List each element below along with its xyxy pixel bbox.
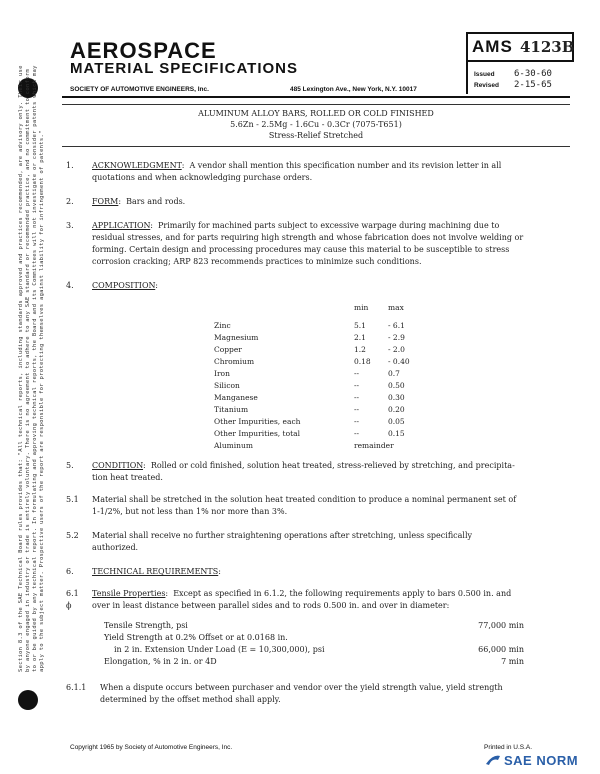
header-rule [62, 96, 570, 98]
change-marker: ϕ [66, 601, 72, 610]
section-heading: Tensile Properties [92, 589, 166, 598]
element-name: Titanium [214, 405, 249, 414]
section-text-2: over in least distance between parallel sides and to rods 0.500 in. and over in diameter: [92, 601, 450, 610]
element-max: 0.50 [388, 381, 405, 390]
section-number: 6.1.1 [66, 683, 87, 692]
section-4: 4. COMPOSITION: [66, 281, 158, 290]
element-min: 2.1 [354, 333, 366, 342]
title-block-rule-bottom [62, 146, 570, 147]
issued-date: 6-30-60 [514, 69, 552, 79]
element-name: Silicon [214, 381, 240, 390]
element-min: 1.2 [354, 345, 366, 354]
tensile-row [104, 620, 524, 632]
section-text: Material shall be stretched in the solution heat treated condition to produce a nominal permanent set of [92, 495, 517, 504]
composition-row [214, 320, 448, 332]
element-max: 0.20 [388, 405, 405, 414]
composition-row [214, 356, 448, 368]
side-note-1: Section 8.3 of the SAE Technical Board rules provides that: "All technical reports, including standards approved and practices recommended, are advisory only. Their use [18, 65, 24, 672]
element-min: -- [354, 381, 360, 390]
tensile-label: in 2 in. Extension Under Load (E = 10,300,000), psi [114, 645, 325, 654]
element-min: 5.1 [354, 321, 366, 330]
tensile-value: 7 min [501, 657, 524, 666]
ams-label: AMS [472, 37, 513, 56]
element-max: 0.30 [388, 393, 405, 402]
section-text-2: 1-1/2%, but not less than 1% nor more than 3%. [92, 507, 288, 516]
date-box [466, 62, 576, 94]
composition-row [214, 404, 448, 416]
tensile-value: 66,000 min [478, 645, 524, 654]
tensile-label: Elongation, % in 2 in. or 4D [104, 657, 217, 666]
element-max: - 6.1 [388, 321, 405, 330]
section-1: 1. ACKNOWLEDGMENT: A vendor shall mention this specification number and its revision letter in all quotations and when acknowledging purchase orders. [66, 161, 502, 182]
element-name: Copper [214, 345, 242, 354]
section-heading: CONDITION [92, 461, 144, 470]
tensile-label: Yield Strength at 0.2% Offset or at 0.0168 in. [104, 633, 288, 642]
section-text: Except as specified in 6.1.2, the following requirements apply to bars 0.500 in. and [173, 589, 512, 598]
element-min: -- [354, 429, 360, 438]
section-text: A vendor shall mention this specification number and its revision letter in all [189, 161, 502, 170]
ams-box [466, 32, 574, 62]
element-name: Iron [214, 369, 230, 378]
side-note-2: by anyone engaged in industry or trade is entirely voluntary. There is no agreement to adhere to any SAE standard or recommended practice, and no commitment to conform [25, 68, 31, 672]
section-heading: APPLICATION [92, 221, 151, 230]
element-min: -- [354, 393, 360, 402]
side-note-4: apply to the subject matter. Prospective users of the report are responsible for protecting themselves against liability for infringement of patents." [39, 130, 45, 672]
section-text: When a dispute occurs between purchaser and vendor over the yield strength value, yield strength [100, 683, 503, 692]
section-text: Rolled or cold finished, solution heat treated, stress-relieved by stretching, and precipita- [150, 461, 515, 470]
composition-row [214, 380, 448, 392]
composition-header [214, 302, 448, 314]
element-max: 0.15 [388, 429, 405, 438]
section-number: 6. [66, 567, 74, 576]
section-number: 1. [66, 161, 74, 170]
composition-rows [214, 320, 448, 452]
logo-text: SAE NORM [504, 753, 579, 768]
element-min: -- [354, 417, 360, 426]
tensile-table [104, 620, 524, 668]
element-name: Other Impurities, each [214, 417, 301, 426]
composition-row [214, 392, 448, 404]
section-heading: FORM [92, 197, 119, 206]
section-text-3: forming. Certain design and processing procedures may cause this material to be susceptible to stress [92, 245, 510, 254]
section-text-2: quotations and when acknowledging purchase orders. [92, 173, 313, 182]
element-min: 0.18 [354, 357, 371, 366]
title-block-rule [62, 104, 570, 105]
copyright: Copyright 1965 by Society of Automotive Engineers, Inc. [70, 744, 233, 751]
binder-hole-bottom [18, 690, 38, 710]
composition-row [214, 344, 448, 356]
section-number: 5. [66, 461, 74, 470]
section-text: Primarily for machined parts subject to excessive warpage during machining due to [158, 221, 500, 230]
element-name: Zinc [214, 321, 231, 330]
section-5: 5. CONDITION: Rolled or cold finished, solution heat treated, stress-relieved by stretching, and precipita- tion heat treated. [66, 461, 515, 482]
element-max: 0.7 [388, 369, 400, 378]
col-min: min [354, 303, 369, 312]
section-5-2 [66, 530, 586, 554]
section-number: 2. [66, 197, 74, 206]
header-title-line2: MATERIAL SPECIFICATIONS [70, 60, 299, 77]
section-heading: COMPOSITION [92, 281, 156, 290]
section-heading: TECHNICAL REQUIREMENTS [92, 567, 219, 576]
element-max: 0.05 [388, 417, 405, 426]
title-block [62, 108, 570, 141]
side-note-3: to or be guided by any technical report. In formulating and approving technical reports, the Board and its Committees will not investigate or consider patents which may [32, 65, 38, 672]
composition-row [214, 416, 448, 428]
element-max: - 2.0 [388, 345, 405, 354]
element-max [388, 440, 448, 452]
header-title-line1: AEROSPACE [70, 38, 217, 63]
title-line3: Stress-Relief Stretched [268, 131, 364, 140]
section-text-2: authorized. [92, 543, 139, 552]
section-6-1-1 [66, 682, 586, 706]
title-line1: ALUMINUM ALLOY BARS, ROLLED OR COLD FINISHED [198, 109, 434, 118]
element-name: Other Impurities, total [214, 429, 300, 438]
tensile-row [104, 656, 524, 668]
element-name: Aluminum [214, 441, 253, 450]
section-2: 2. FORM: Bars and rods. [66, 197, 186, 206]
section-number: 6.1 [66, 589, 79, 598]
element-name: Manganese [214, 393, 258, 402]
section-6: 6. TECHNICAL REQUIREMENTS: [66, 567, 221, 576]
publisher: SOCIETY OF AUTOMOTIVE ENGINEERS, Inc. [70, 86, 209, 93]
printed-in: Printed in U.S.A. [484, 744, 533, 751]
element-max: - 2.9 [388, 333, 405, 342]
ams-number: 4123B [520, 38, 575, 56]
revised-label: Revised [474, 82, 499, 89]
section-heading: ACKNOWLEDGMENT [92, 161, 182, 170]
element-min: -- [354, 405, 360, 414]
section-text-2: residual stresses, and for parts requiring high strength and whose fabrication does not involve welding or [92, 233, 524, 242]
tensile-label: Tensile Strength, psi [104, 621, 188, 630]
element-name: Magnesium [214, 333, 259, 342]
section-number: 5.1 [66, 495, 79, 504]
section-number: 4. [66, 281, 74, 290]
section-3: 3. APPLICATION: Primarily for machined parts subject to excessive warpage during machining due to residual stresses, and for parts requiring high strength and whose fabrication does not involve welding or forming. Certain design and processing procedures may cause this material to be susceptible to stress corrosion cracking; ARP 823 recommends practices to minimize such conditions. [66, 221, 524, 266]
composition-row [214, 428, 448, 440]
element-min: remainder [354, 441, 394, 450]
section-text-2: determined by the offset method shall apply. [100, 695, 281, 704]
element-min: -- [354, 369, 360, 378]
composition-table [214, 302, 448, 452]
sae-norm-logo [484, 752, 594, 770]
element-name: Chromium [214, 357, 255, 366]
tensile-row [104, 644, 524, 656]
sae-logo-icon [484, 752, 502, 768]
section-text-4: corrosion cracking; ARP 823 recommends practices to minimize such conditions. [92, 257, 422, 266]
section-number: 3. [66, 221, 74, 230]
tensile-row [104, 632, 524, 644]
element-max: - 0.40 [388, 357, 410, 366]
composition-row [214, 440, 448, 452]
section-5-1 [66, 494, 586, 518]
issued-label: Issued [474, 71, 495, 78]
publisher-address: 485 Lexington Ave., New York, N.Y. 10017 [290, 86, 417, 93]
section-text-2: tion heat treated. [92, 473, 163, 482]
tensile-value: 77,000 min [478, 621, 524, 630]
section-text: Bars and rods. [126, 197, 186, 206]
composition-row [214, 368, 448, 380]
section-number: 5.2 [66, 531, 79, 540]
col-max: max [388, 303, 404, 312]
revised-date: 2-15-65 [514, 80, 552, 90]
section-6-1: 6.1 Tensile Properties: Except as specified in 6.1.2, the following requirements apply to bars 0.500 in. and ϕ over in least distance between parallel sides and to rods 0.500 in. and over in diameter: [66, 589, 512, 610]
composition-row [214, 332, 448, 344]
section-text: Material shall receive no further straightening operations after stretching, unless specifically [92, 531, 473, 540]
title-line2: 5.6Zn - 2.5Mg - 1.6Cu - 0.3Cr (7075-T651) [230, 120, 402, 129]
